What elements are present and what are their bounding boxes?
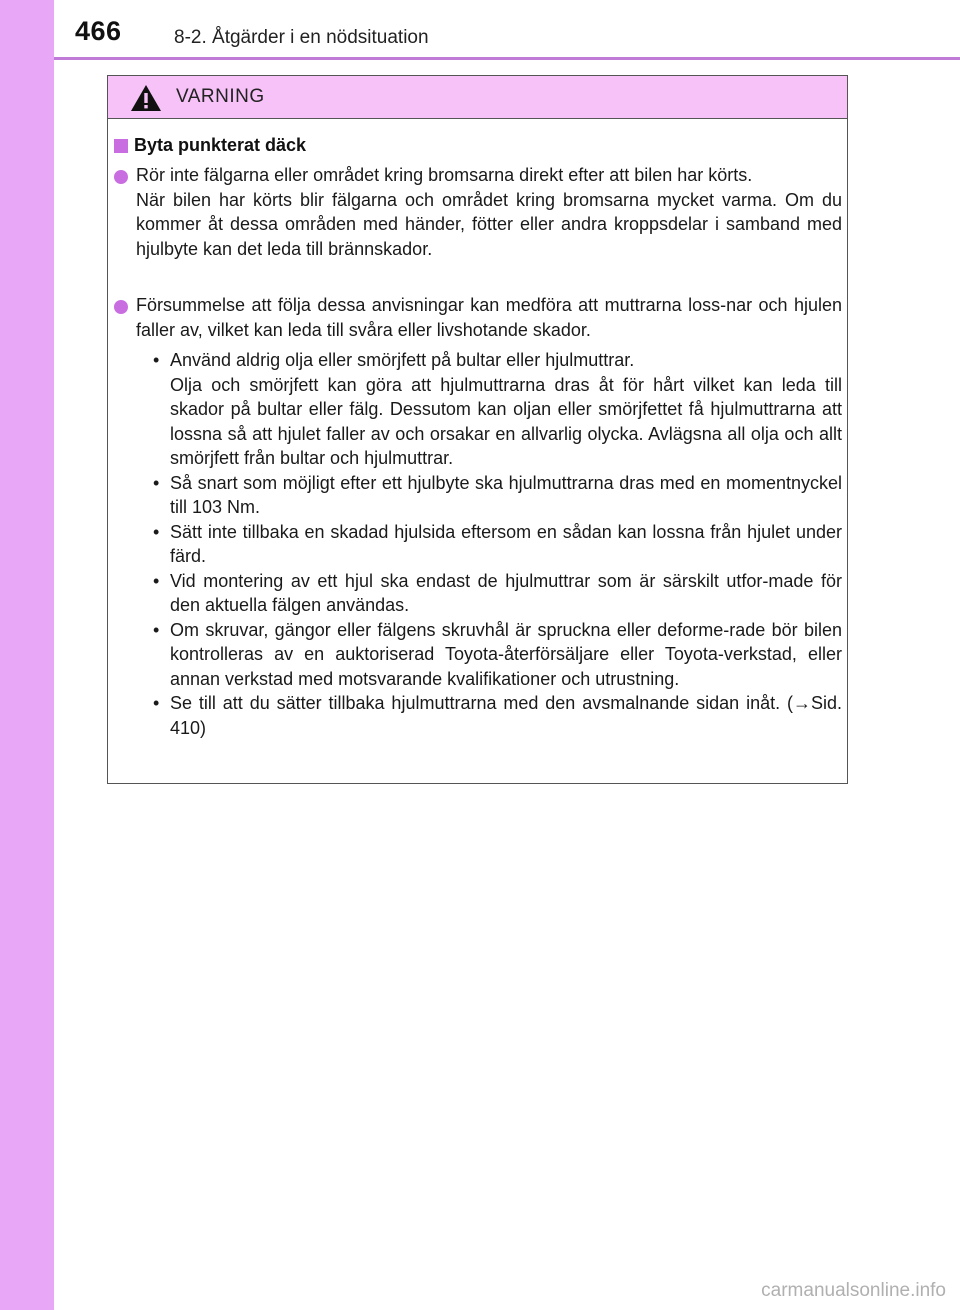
warning-heading (114, 135, 306, 156)
sub-list-item (148, 520, 842, 569)
footer-watermark: carmanualsonline.info (761, 1280, 946, 1301)
warning-bullet-2 (136, 293, 842, 342)
sub-list-item (148, 618, 842, 692)
sub-bullet: • (153, 693, 160, 713)
sub-item-text: Om skruvar, gängor eller fälgens skruvhål är spruckna eller deforme-rade bör bilen kontrolleras av en auktoriserad Toyota-återförsäljare eller Toyota-verkstad, eller annan verkstad med motsvarande kvalifikationer och utrustning. (170, 619, 842, 689)
sub-item-text: Använd aldrig olja eller smörjfett på bultar eller hjulmuttrar. (170, 350, 635, 370)
sub-list-item (148, 348, 842, 373)
sub-item-text: Sätt inte tillbaka en skadad hjulsida eftersom en sådan kan lossna från hjulet under färd. (170, 521, 842, 566)
square-bullet-icon (114, 139, 128, 153)
warning-bullet-1 (136, 163, 842, 261)
warning-triangle-icon (130, 84, 162, 112)
round-bullet-icon (114, 300, 128, 314)
sub-item-text: Olja och smörjfett kan göra att hjulmuttrarna dras åt för hårt vilket kan leda till skador på bultar eller fälg. Dessutom kan oljan eller smörjfettet få hjulmuttrarna att lossna så att hjulet faller av och orsakar en allvarlig olycka. Avlägsna all olja och allt smörjfett från bultar och hjulmuttrar. (170, 374, 842, 468)
sub-bullet: • (153, 472, 160, 493)
sub-bullet: • (153, 570, 160, 591)
sub-bullet: • (153, 619, 160, 640)
sub-item-text: Vid montering av ett hjul ska endast de hjulmuttrar som är särskilt utfor-made för den aktuella fälgen användas. (170, 570, 842, 615)
sub-list-item (148, 471, 842, 520)
page-number: 466 (75, 16, 122, 46)
sub-list-item (148, 691, 842, 740)
bullet-1-line-1: Rör inte fälgarna eller området kring bromsarna direkt efter att bilen har körts. (136, 165, 753, 185)
sub-item-text: Se till att du sätter tillbaka hjulmuttrarna med den avsmalnande sidan inåt. (→Sid. 410) (170, 693, 842, 738)
warning-box (107, 75, 848, 784)
warning-sub-list (148, 348, 842, 740)
sub-bullet: • (153, 521, 160, 542)
sub-list-item (148, 569, 842, 618)
chapter-side-strip (0, 0, 54, 1310)
warning-heading-text: Byta punkterat däck (134, 135, 307, 155)
warning-label: VARNING (176, 86, 265, 107)
section-title: 8-2. Åtgärder i en nödsituation (174, 27, 429, 48)
bullet-2-line-1: Försummelse att följa dessa anvisningar kan medföra att muttrarna loss-nar och hjulen faller av, vilket kan leda till svåra eller livshotande skador. (136, 295, 842, 340)
bullet-1-line-2: När bilen har körts blir fälgarna och området kring bromsarna mycket varma. Om du kommer åt dessa områden med händer, fötter eller andra kroppsdelar i samband med hjulbyte kan det leda till brännskador. (136, 189, 842, 259)
sub-item-text: Så snart som möjligt efter ett hjulbyte ska hjulmuttrarna dras med en momentnyckel till 103 Nm. (170, 472, 842, 517)
sub-bullet: • (153, 350, 160, 370)
warning-header (108, 76, 847, 119)
header-divider (54, 57, 960, 60)
round-bullet-icon (114, 170, 128, 184)
sub-list-continuation (148, 373, 842, 471)
